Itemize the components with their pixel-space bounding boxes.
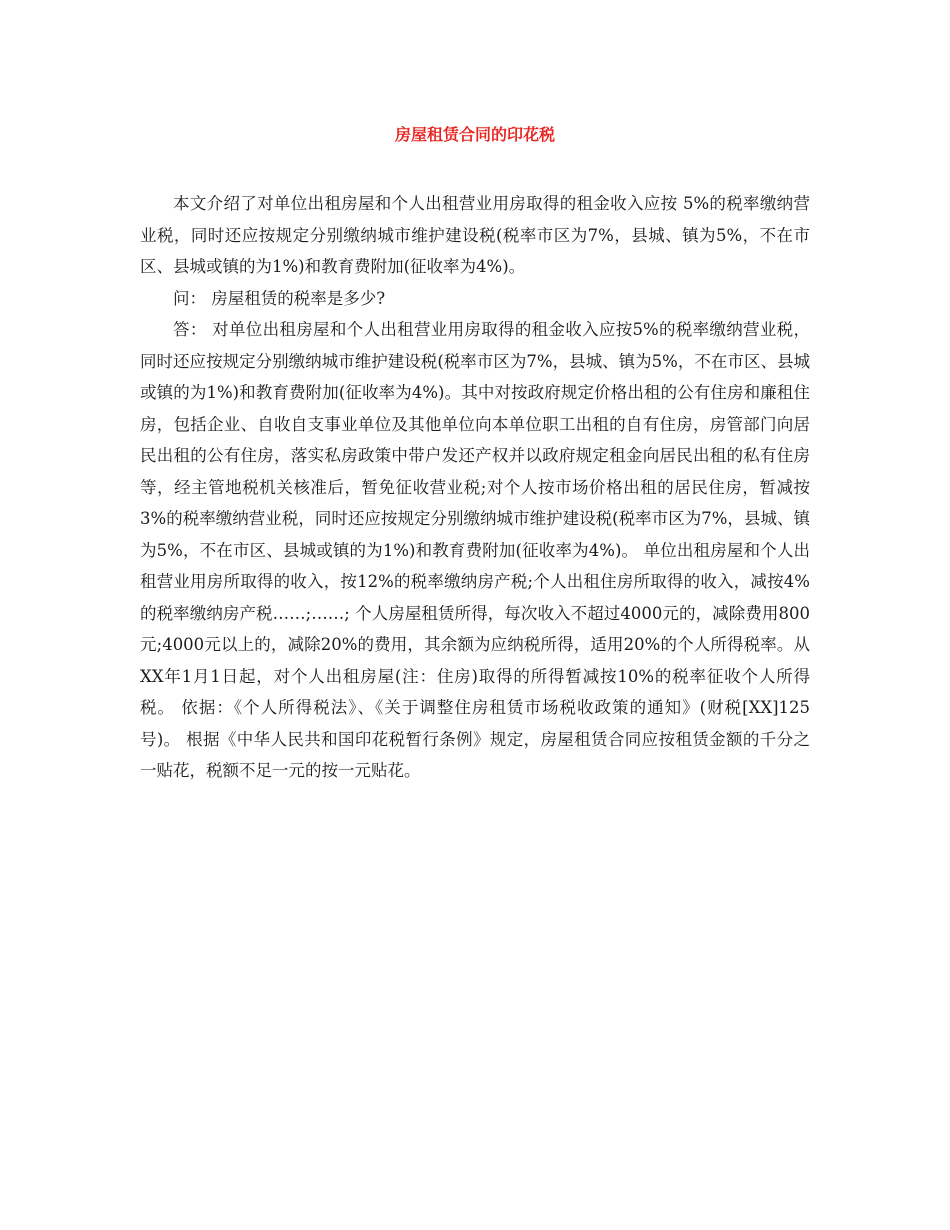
document-body	[140, 188, 810, 787]
answer-paragraph: 答： 对单位出租房屋和个人出租营业用房取得的租金收入应按5%的税率缴纳营业税，同时还应按规定分别缴纳城市维护建设税(税率市区为7%，县城、镇为5%，不在市区、县城或镇的为1%)和教育费附加(征收率为4%)。其中对按政府规定价格出租的公有住房和廉租住房，包括企业、自收自支事业单位及其他单位向本单位职工出租的自有住房，房管部门向居民出租的公有住房，落实私房政策中带户发还产权并以政府规定租金向居民出租的私有住房等，经主管地税机关核准后，暂免征收营业税;对个人按市场价格出租的居民住房，暂减按3%的税率缴纳营业税，同时还应按规定分别缴纳城市维护建设税(税率市区为7%，县城、镇为5%，不在市区、县城或镇的为1%)和教育费附加(征收率为4%)。 单位出租房屋和个人出租营业用房所取得的收入，按12%的税率缴纳房产税;个人出租住房所取得的收入，减按4%的税率缴纳房产税……;……; 个人房屋租赁所得，每次收入不超过4000元的，减除费用800元;4000元以上的，减除20%的费用，其余额为应纳税所得，适用20%的个人所得税率。从XX年1月1日起，对个人出租房屋(注：住房)取得的所得暂减按10%的税率征收个人所得税。 依据：《个人所得税法》、《关于调整住房租赁市场税收政策的通知》(财税[XX]125号)。 根据《中华人民共和国印花税暂行条例》规定，房屋租赁合同应按租赁金额的千分之一贴花，税额不足一元的按一元贴花。	[140, 320, 810, 780]
document-title: 房屋租赁合同的印花税	[394, 125, 555, 144]
intro-paragraph: 本文介绍了对单位出租房屋和个人出租营业用房取得的租金收入应按 5%的税率缴纳营业税，同时还应按规定分别缴纳城市维护建设税(税率市区为7%，县城、镇为5%，不在市区、县城或镇的为1%)和教育费附加(征收率为4%)。	[140, 194, 810, 276]
question-paragraph: 问： 房屋租赁的税率是多少?	[173, 288, 386, 308]
